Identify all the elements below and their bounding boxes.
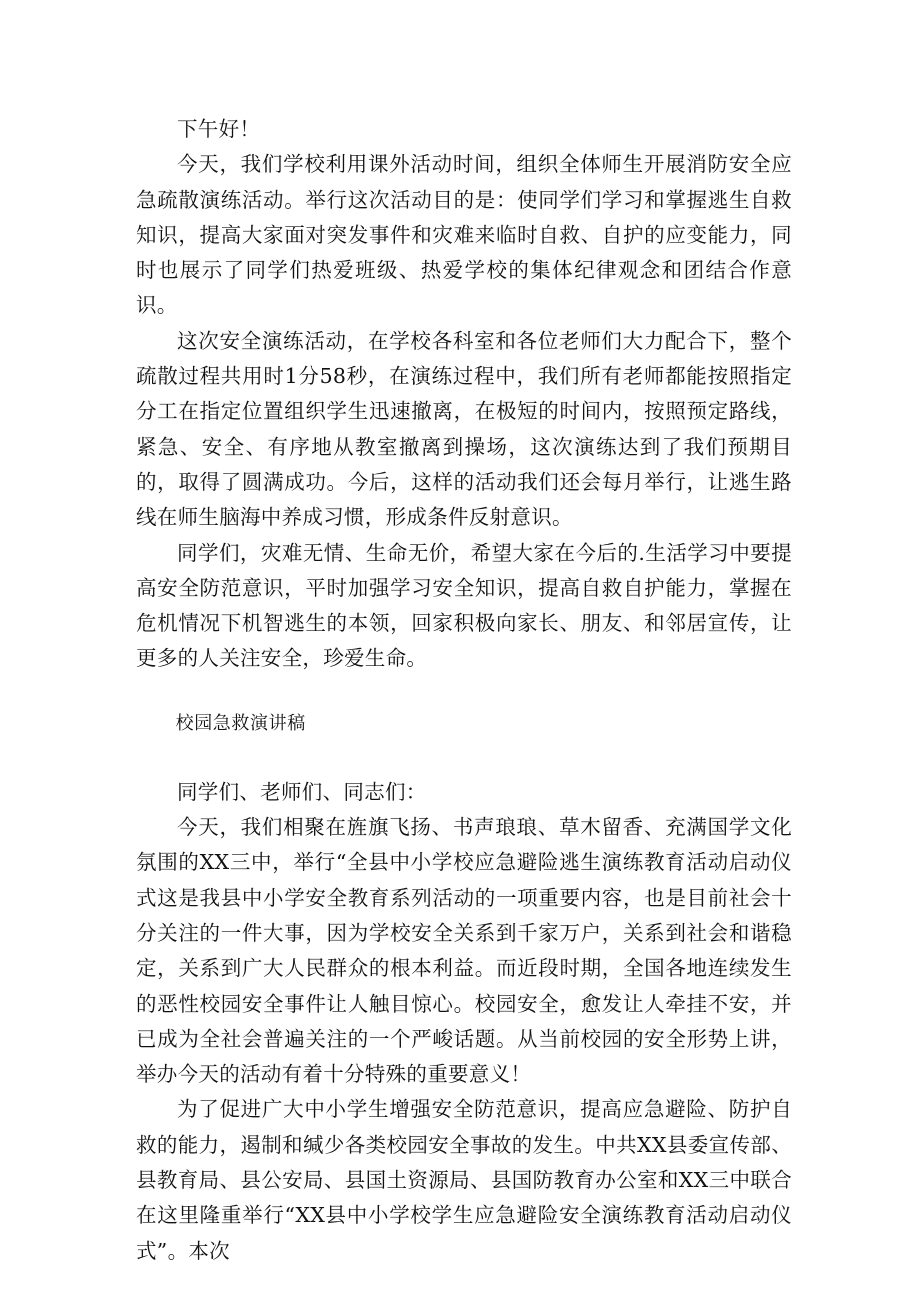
paragraph: 今天，我们学校利用课外活动时间，组织全体师生开展消防安全应急疏散演练活动。举行这次活动目的是：使同学们学习和掌握逃生自救知识，提高大家面对突发事件和灾难来临时自救、自护的应变能力，同时也展示了同学们热爱班级、热爱学校的集体纪律观念和团结合作意识。	[136, 152, 792, 318]
paragraph: 今天，我们相聚在旌旗飞扬、书声琅琅、草木留香、充满国学文化氛围的XX三中，举行“全县中小学校应急避险逃生演练教育活动启动仪式这是我县中小学安全教育系列活动的一项重要内容，也是目前社会十分关注的一件大事，因为学校安全关系到千家万户，关系到社会和谐稳定，关系到广大人民群众的根本利益。而近段时期，全国各地连续发生的恶性校园安全事件让人触目惊心。校园安全，愈发让人牵挂不安，并已成为全社会普遍关注的一个严峻话题。从当前校园的安全形势上讲，举办今天的活动有着十分特殊的重要意义！	[136, 815, 792, 1087]
speech-title: 校园急救演讲稿	[175, 712, 306, 734]
document-page	[136, 112, 792, 1269]
paragraph: 同学们，灾难无情、生命无价，希望大家在今后的.生活学习中要提高安全防范意识，平时加强学习安全知识，提高自救自护能力，掌握在危机情况下机智逃生的本领，回家积极向家长、朋友、和邻居宣传，让更多的人关注安全，珍爱生命。	[136, 540, 792, 671]
greeting-2: 同学们、老师们、同志们：	[177, 779, 427, 804]
paragraph: 这次安全演练活动，在学校各科室和各位老师们大力配合下，整个疏散过程共用时1分58秒，在演练过程中，我们所有老师都能按照指定分工在指定位置组织学生迅速撤离，在极短的时间内，按照预定路线，紧急、安全、有序地从教室撤离到操场，这次演练达到了我们预期目的，取得了圆满成功。今后，这样的活动我们还会每月举行，让逃生路线在师生脑海中养成习惯，形成条件反射意识。	[136, 328, 792, 530]
speech-section-1	[136, 112, 792, 677]
paragraph: 为了促进广大中小学生增强安全防范意识，提高应急避险、防护自救的能力，遏制和缄少各类校园安全事故的发生。中共XX县委宣传部、县教育局、县公安局、县国土资源局、县国防教育办公室和XX三中联合在这里隆重举行“XX县中小学校学生应急避险安全演练教育活动启动仪式”。本次	[136, 1097, 792, 1263]
speech-section-2	[136, 775, 792, 1269]
greeting-1: 下午好！	[177, 117, 261, 141]
